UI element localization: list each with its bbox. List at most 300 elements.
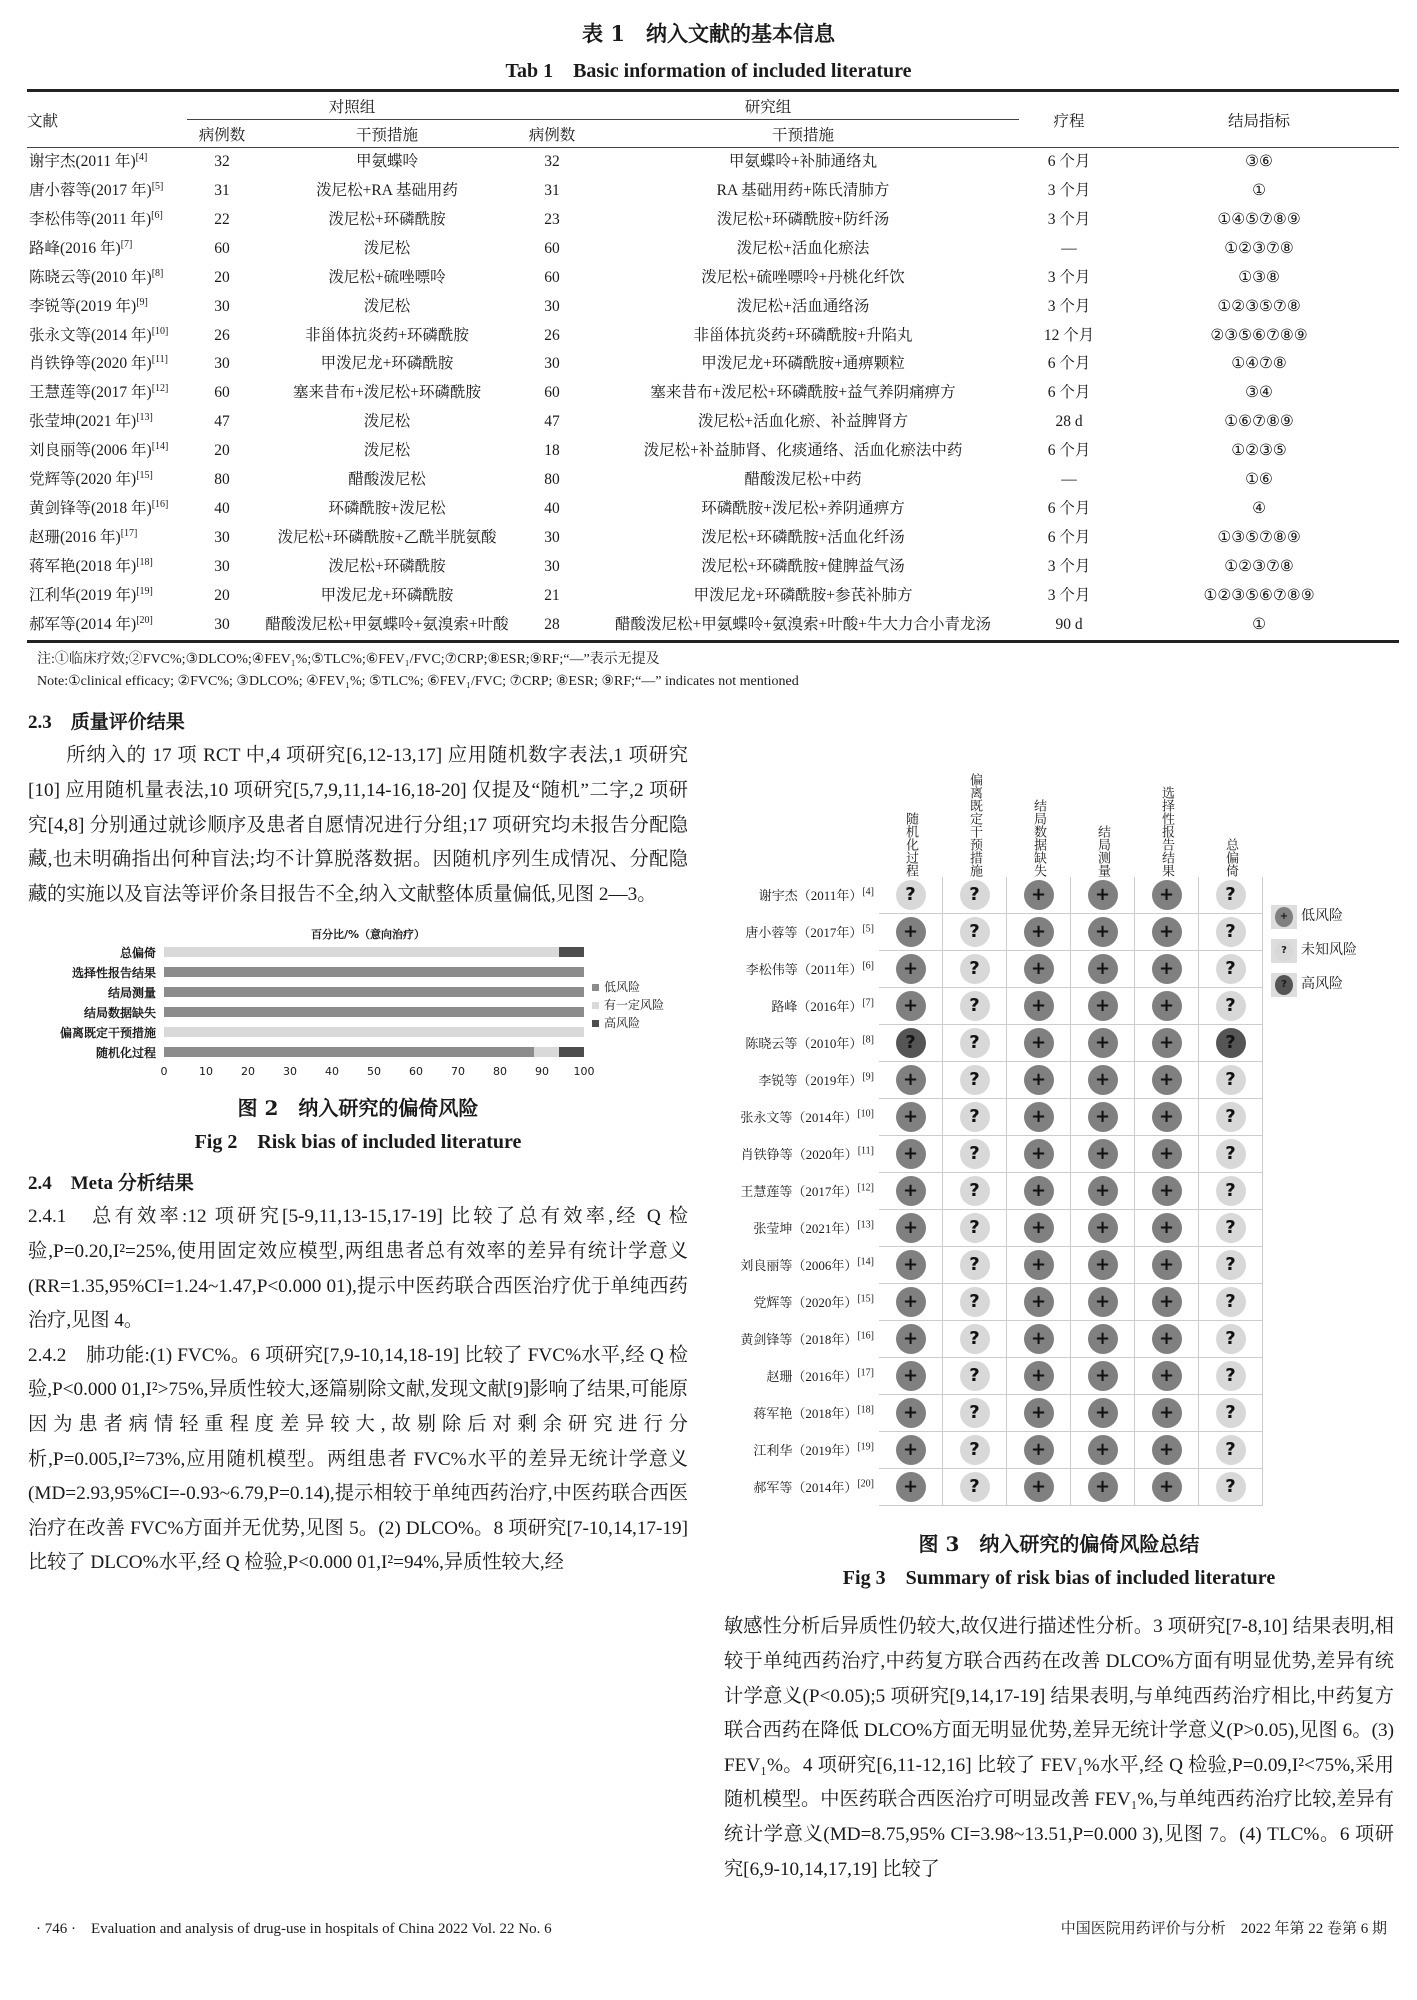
citation: [6]: [862, 961, 874, 973]
control-cases: 26: [214, 326, 230, 344]
low-risk-icon: +: [896, 1287, 926, 1317]
study-ref: [27, 379, 187, 408]
footer-right: 中国医院用药评价与分析 2022 年第 22 卷第 6 期: [1060, 1921, 1387, 1938]
unknown-risk-icon: ?: [960, 1139, 990, 1169]
risk-cell: [1071, 1321, 1135, 1358]
low-risk-icon: +: [1024, 1028, 1054, 1058]
low-risk-icon: +: [896, 1398, 926, 1428]
study-ref: [27, 293, 187, 322]
study-intervention: 泼尼松+硫唑嘌呤+丹桃化纤饮: [701, 268, 905, 286]
risk-row: [879, 951, 1263, 988]
study-intervention: 甲泼尼龙+环磷酰胺+通痹颗粒: [701, 355, 905, 373]
bar-track: [164, 1047, 584, 1057]
risk-cell: [1135, 1247, 1199, 1284]
low-risk-icon: +: [1152, 917, 1182, 947]
risk-cell: [943, 1284, 1007, 1321]
risk-cell: [1135, 1099, 1199, 1136]
citation: [15]: [136, 469, 153, 481]
study-name: 肖铁铮等(2020 年): [29, 355, 152, 373]
risk-cell: [943, 1136, 1007, 1173]
citation: [19]: [857, 1442, 874, 1454]
low-risk-icon: +: [1088, 1324, 1118, 1354]
low-risk-icon: +: [896, 1213, 926, 1243]
study-name: 肖铁铮等（2020年）: [740, 1147, 858, 1163]
course: 3 个月: [1047, 557, 1091, 575]
chart-row: [28, 1042, 588, 1062]
study-name: 李锐等(2019 年): [29, 297, 137, 315]
citation: [15]: [857, 1294, 874, 1306]
chart-title: 百分比/%（意向治疗）: [310, 928, 426, 942]
citation: [10]: [151, 325, 169, 337]
section-heading-2-4: 2.4 Meta 分析结果: [28, 1173, 194, 1195]
low-risk-icon: +: [1152, 1361, 1182, 1391]
unknown-risk-icon: ?: [960, 1213, 990, 1243]
control-intervention: 泼尼松: [363, 239, 411, 257]
study-ref: [27, 322, 187, 351]
table-row: [27, 611, 1399, 641]
study-ref: [27, 437, 187, 466]
study-name: 王慧莲等(2017 年): [29, 384, 152, 402]
control-cases: 80: [214, 471, 230, 489]
control-intervention: 泼尼松+硫唑嘌呤: [328, 268, 446, 286]
citation: [8]: [151, 267, 164, 279]
risk-cell: [943, 1395, 1007, 1432]
low-risk-icon: +: [1152, 1028, 1182, 1058]
study-name: 郝军等（2014年）: [753, 1480, 858, 1496]
x-tick-label: 20: [241, 1065, 255, 1079]
control-intervention: 非甾体抗炎药+环磷酰胺: [305, 326, 469, 344]
low-risk-icon: +: [1024, 1324, 1054, 1354]
figure-2-chart: [28, 926, 688, 1080]
control-cases: 22: [214, 210, 230, 228]
control-cases: 32: [214, 153, 230, 170]
study-intervention: 泼尼松+活血化瘀法: [736, 239, 870, 257]
study-name: 李松伟等（2011年）: [745, 962, 863, 978]
risk-cell: [1135, 1210, 1199, 1247]
study-label: [724, 1358, 874, 1395]
study-label: [724, 951, 874, 988]
bar-segment: [164, 1047, 534, 1057]
unknown-risk-icon: ?: [1216, 1213, 1246, 1243]
study-intervention: 泼尼松+环磷酰胺+健脾益气汤: [701, 557, 905, 575]
low-risk-icon: +: [896, 1324, 926, 1354]
unknown-risk-icon: ?: [896, 880, 926, 910]
table-caption-en: Tab 1 Basic information of included literature: [505, 60, 912, 82]
risk-cell: [1007, 1247, 1071, 1284]
course: 3 个月: [1047, 268, 1091, 286]
study-name: 江利华（2019年）: [753, 1443, 858, 1459]
legend-swatch: [1271, 939, 1297, 963]
low-risk-icon: +: [1024, 880, 1054, 910]
legend-label: 低风险: [604, 980, 641, 995]
risk-cell: [943, 1358, 1007, 1395]
low-risk-icon: +: [1088, 1287, 1118, 1317]
risk-cell: [1199, 1099, 1263, 1136]
unknown-risk-icon: ?: [960, 1065, 990, 1095]
unknown-risk-icon: ?: [1216, 1102, 1246, 1132]
risk-cell: [1199, 914, 1263, 951]
study-name: 黄剑锋等(2018 年): [29, 500, 152, 518]
legend-item: [592, 978, 664, 996]
study-cases: 80: [544, 471, 560, 489]
right-column: [724, 707, 1394, 1887]
section-2-4-text-3: 敏感性分析后异质性仍较大,故仅进行描述性分析。3 项研究[7-8,10] 结果表明,相较于单纯西药治疗,中药复方联合西药在改善 DLCO%方面有明显优势,差异有统计学意义(P<0.05);5 项研究[9,14,17-19] 结果表明,与单纯西药治疗相比,中药复方联合西药在降低 DLCO%方面无明显优势,差异无统计学意义(P>0.05),见图 6。(3) FEV₁%。4 项研究[6,11-12,16] 比较了 FEV₁%水平,经 Q 检验,P=0.09,I²<75%,采用随机模型。中医药联合西医治疗可明显改善 FEV₁%,与单纯西药治疗比较,差异有统计学意义(MD=8.75,95% CI=3.98~13.51,P=0.000 3),见图 7。(4) TLC%。6 项研究[6,9-10,14,17,19] 比较了: [724, 1616, 1394, 1880]
legend-item: [1271, 939, 1357, 973]
col-control-group: 对照组: [187, 91, 517, 120]
study-name: 张莹坤（2021年）: [753, 1221, 858, 1237]
table-row: [27, 148, 1399, 177]
study-name: 谢宇杰（2011年）: [758, 888, 863, 904]
unknown-risk-icon: ?: [1275, 941, 1293, 961]
col-study: 文献: [27, 91, 187, 148]
risk-cell: [1135, 1469, 1199, 1506]
low-risk-icon: +: [896, 917, 926, 947]
risk-cell: [1199, 1358, 1263, 1395]
study-cases: 60: [544, 268, 560, 286]
x-tick-label: 40: [325, 1065, 339, 1079]
study-label: [724, 1099, 874, 1136]
study-name: 党辉等(2020 年): [29, 471, 137, 489]
low-risk-icon: +: [1024, 1065, 1054, 1095]
study-ref: [27, 611, 187, 641]
table-basic-info: [27, 89, 1399, 643]
control-intervention: 泼尼松+环磷酰胺: [328, 557, 446, 575]
study-label: [724, 1025, 874, 1062]
study-cases: 47: [544, 413, 560, 431]
legend-swatch: [592, 1002, 599, 1009]
risk-row: [879, 1247, 1263, 1284]
risk-cell: [879, 914, 943, 951]
unknown-risk-icon: ?: [1216, 991, 1246, 1021]
risk-row: [879, 1099, 1263, 1136]
study-name: 李锐等（2019年）: [758, 1073, 863, 1089]
section-2-4-text-1: 2.4.1 总有效率:12 项研究[5-9,11,13-15,17-19] 比较了总有效率,经 Q 检验,P=0.20,I²=25%,使用固定效应模型,两组患者总有效率的差异有统计学意义(RR=1.35,95%CI=1.24~1.47,P<0.000 01),提示中医药联合西医治疗优于单纯西药治疗,见图 4。: [28, 1206, 688, 1332]
low-risk-icon: +: [1088, 991, 1118, 1021]
risk-cell: [943, 1099, 1007, 1136]
low-risk-icon: +: [1024, 1361, 1054, 1391]
legend-label: 未知风险: [1301, 943, 1357, 959]
low-risk-icon: +: [1024, 1176, 1054, 1206]
low-risk-icon: +: [1152, 991, 1182, 1021]
control-cases: 40: [214, 500, 230, 518]
course: 12 个月: [1043, 326, 1095, 344]
study-cases: 32: [544, 153, 560, 170]
unknown-risk-icon: ?: [1216, 1361, 1246, 1391]
risk-cell: [1199, 1062, 1263, 1099]
risk-cell: [879, 1469, 943, 1506]
col-course: 疗程: [1019, 91, 1119, 148]
outcome: ①④⑦⑧: [1231, 355, 1287, 373]
control-cases: 47: [214, 413, 230, 431]
low-risk-icon: +: [896, 1361, 926, 1391]
low-risk-icon: +: [1088, 880, 1118, 910]
low-risk-icon: +: [896, 1435, 926, 1465]
course: 3 个月: [1047, 210, 1091, 228]
legend-swatch: [592, 984, 599, 991]
risk-cell: [1199, 1136, 1263, 1173]
study-name: 谢宇杰(2011 年): [29, 153, 136, 170]
x-axis: [160, 1062, 595, 1080]
table-row: [27, 264, 1399, 293]
control-intervention: 甲氨蝶呤: [356, 153, 419, 170]
col-control-cases: 病例数: [187, 120, 257, 148]
control-cases: 30: [187, 611, 257, 641]
outcome: ①②③⑦⑧: [1224, 557, 1294, 575]
risk-cell: [943, 1469, 1007, 1506]
risk-cell: [879, 1432, 943, 1469]
risk-cell: [1071, 1284, 1135, 1321]
citation: [9]: [136, 296, 148, 308]
unknown-risk-icon: ?: [1216, 1472, 1246, 1502]
high-risk-icon: ?: [896, 1028, 926, 1058]
citation: [14]: [857, 1257, 874, 1269]
control-intervention: 泼尼松+环磷酰胺+乙酰半胱氨酸: [277, 528, 497, 546]
chart-row: [28, 1002, 588, 1022]
table-note-cn: 注:①临床疗效;②FVC%;③DLCO%;④FEV₁%;⑤TLC%;⑥FEV₁/FVC;⑦CRP;⑧ESR;⑨RF;“—”表示无提及: [37, 651, 660, 667]
legend-label: 有一定风险: [604, 998, 665, 1013]
risk-cell: [1199, 1284, 1263, 1321]
study-intervention: 甲泼尼龙+环磷酰胺+参芪补肺方: [693, 586, 913, 604]
control-intervention: 塞来昔布+泼尼松+环磷酰胺: [293, 384, 481, 402]
risk-cell: [1199, 1432, 1263, 1469]
study-label: [724, 914, 874, 951]
low-risk-icon: +: [1152, 1213, 1182, 1243]
outcome: ②③⑤⑥⑦⑧⑨: [1210, 326, 1308, 344]
study-ref: [27, 206, 187, 235]
risk-cell: [1071, 1025, 1135, 1062]
chart-plot-area: [28, 942, 595, 1080]
section-2-3-text: 所纳入的 17 项 RCT 中,4 项研究[6,12-13,17] 应用随机数字表法,1 项研究[10] 应用随机量表法,10 项研究[5,7,9,11,14-16,18-20] 仅提及“随机”二字,2 项研究[4,8] 分别通过就诊顺序及患者自愿情况进行分组;17 项研究均未报告分配隐藏,也未明确指出何种盲法;均不计算脱落数据。因随机序列生成情况、分配隐藏的实施以及盲法等评价条目报告不全,纳入文献整体质量偏低,见图 2—3。: [28, 745, 688, 905]
low-risk-icon: +: [1088, 1472, 1118, 1502]
outcome: ③④: [1245, 384, 1273, 402]
study-label: [724, 877, 874, 914]
risk-cell: [943, 1247, 1007, 1284]
low-risk-icon: +: [1088, 1065, 1118, 1095]
low-risk-icon: +: [1088, 1028, 1118, 1058]
citation: [10]: [857, 1109, 874, 1121]
low-risk-icon: +: [1152, 954, 1182, 984]
study-cases: 30: [544, 297, 560, 315]
risk-cell: [1007, 1099, 1071, 1136]
risk-cell: [879, 877, 943, 914]
control-cases: 20: [214, 268, 230, 286]
bar-track: [164, 947, 584, 957]
low-risk-icon: +: [1024, 1102, 1054, 1132]
study-intervention: 泼尼松+补益肺肾、化痰通络、活血化瘀法中药: [643, 442, 963, 460]
course: 90 d: [1019, 611, 1119, 641]
study-intervention: 甲氨蝶呤+补肺通络丸: [728, 153, 878, 170]
low-risk-icon: +: [1024, 1472, 1054, 1502]
control-cases: 30: [214, 528, 230, 546]
chart-row: [28, 962, 588, 982]
study-name: 张永文等(2014 年): [29, 326, 152, 344]
table-row: [27, 322, 1399, 351]
risk-cell: [1007, 1432, 1071, 1469]
citation: [17]: [857, 1368, 874, 1380]
course: —: [1061, 471, 1077, 489]
high-risk-icon: ?: [1216, 1028, 1246, 1058]
risk-cell: [943, 1321, 1007, 1358]
study-intervention: 泼尼松+环磷酰胺+防纤汤: [716, 210, 890, 228]
risk-cell: [1007, 1321, 1071, 1358]
risk-cell: [1007, 1358, 1071, 1395]
col-outcome: 结局指标: [1119, 91, 1399, 148]
chart-row: [28, 982, 588, 1002]
control-cases: 30: [214, 297, 230, 315]
control-intervention: 甲泼尼龙+环磷酰胺: [320, 355, 454, 373]
unknown-risk-icon: ?: [960, 1176, 990, 1206]
study-label: [724, 1469, 874, 1506]
unknown-risk-icon: ?: [960, 1435, 990, 1465]
bar-track: [164, 1027, 584, 1037]
study-name: 刘良丽等（2006年）: [740, 1258, 858, 1274]
legend-label: 高风险: [1301, 977, 1343, 993]
x-tick-label: 80: [493, 1065, 507, 1079]
table-row: [27, 235, 1399, 264]
low-risk-icon: +: [1152, 880, 1182, 910]
risk-cell: [879, 1210, 943, 1247]
outcome: ①: [1252, 181, 1266, 199]
low-risk-icon: +: [1024, 1287, 1054, 1317]
study-cases: 26: [544, 326, 560, 344]
citation: [8]: [862, 1035, 874, 1047]
course: 6 个月: [1047, 153, 1091, 170]
low-risk-icon: +: [1275, 907, 1293, 927]
unknown-risk-icon: ?: [1216, 1398, 1246, 1428]
risk-cell: [943, 1173, 1007, 1210]
citation: [12]: [857, 1183, 874, 1195]
unknown-risk-icon: ?: [960, 991, 990, 1021]
bar-segment: [164, 967, 584, 977]
left-column: [28, 707, 688, 1581]
risk-grid: [879, 877, 1263, 1506]
citation: [20]: [136, 614, 153, 626]
risk-cell: [1007, 1469, 1071, 1506]
category-label: 选择性报告结果: [71, 965, 156, 980]
bar-segment: [164, 1027, 584, 1037]
risk-cell: [1199, 877, 1263, 914]
study-name: 王慧莲等（2017年）: [740, 1184, 858, 1200]
risk-row: [879, 1136, 1263, 1173]
outcome: ①②③⑤: [1231, 442, 1287, 460]
figure-2-caption-en: Fig 2 Risk bias of included literature: [194, 1131, 522, 1154]
legend-label: 低风险: [1301, 909, 1343, 925]
low-risk-icon: +: [1024, 1250, 1054, 1280]
unknown-risk-icon: ?: [1216, 1435, 1246, 1465]
study-ref: [27, 582, 187, 611]
risk-cell: [943, 951, 1007, 988]
study-cases: 31: [544, 181, 560, 199]
low-risk-icon: +: [1088, 954, 1118, 984]
column-header: 结局数据缺失: [1032, 799, 1047, 878]
citation: [20]: [857, 1479, 874, 1491]
risk-cell: [1071, 1099, 1135, 1136]
study-name: 陈晓云等(2010 年): [29, 268, 152, 286]
unknown-risk-icon: ?: [1216, 954, 1246, 984]
control-cases: 30: [214, 557, 230, 575]
risk-cell: [1007, 914, 1071, 951]
risk-cell: [879, 1321, 943, 1358]
column-header: 随机化过程: [904, 812, 919, 878]
risk-row: [879, 914, 1263, 951]
course: 6 个月: [1047, 500, 1091, 518]
risk-cell: [1135, 1432, 1199, 1469]
x-tick-label: 100: [573, 1065, 595, 1079]
risk-cell: [1071, 914, 1135, 951]
citation: [4]: [862, 887, 874, 899]
bar-segment: [559, 947, 584, 957]
low-risk-icon: +: [896, 954, 926, 984]
low-risk-icon: +: [1024, 991, 1054, 1021]
study-intervention: 醋酸泼尼松+甲氨蝶呤+氨溴索+叶酸+牛大力合小青龙汤: [587, 611, 1019, 641]
low-risk-icon: +: [1088, 1213, 1118, 1243]
citation: [17]: [120, 527, 138, 539]
unknown-risk-icon: ?: [1216, 880, 1246, 910]
control-intervention: 泼尼松: [363, 297, 411, 315]
study-ref: [27, 177, 187, 206]
risk-cell: [1135, 988, 1199, 1025]
unknown-risk-icon: ?: [1216, 1324, 1246, 1354]
outcome: ④: [1252, 500, 1266, 518]
control-intervention: 泼尼松+环磷酰胺: [328, 210, 446, 228]
column-header: 偏离既定干预措施: [968, 773, 983, 878]
risk-cell: [1135, 1284, 1199, 1321]
risk-cell: [879, 1395, 943, 1432]
risk-cell: [879, 1358, 943, 1395]
risk-cell: [1071, 1395, 1135, 1432]
low-risk-icon: +: [896, 1139, 926, 1169]
outcome: ③⑥: [1245, 153, 1273, 170]
x-tick-label: 60: [409, 1065, 423, 1079]
risk-cell: [879, 1099, 943, 1136]
study-ref: [27, 553, 187, 582]
risk-cell: [879, 951, 943, 988]
chart-row: [28, 1022, 588, 1042]
unknown-risk-icon: ?: [960, 1287, 990, 1317]
category-label: 偏离既定干预措施: [59, 1025, 156, 1040]
study-label: [724, 988, 874, 1025]
low-risk-icon: +: [1088, 1435, 1118, 1465]
control-cases: 60: [214, 239, 230, 257]
risk-cell: [879, 988, 943, 1025]
study-name: 张永文等（2014年）: [740, 1110, 858, 1126]
unknown-risk-icon: ?: [960, 1472, 990, 1502]
low-risk-icon: +: [1152, 1250, 1182, 1280]
study-label: [724, 1284, 874, 1321]
study-intervention: 非甾体抗炎药+环磷酰胺+升陷丸: [693, 326, 913, 344]
study-ref: [27, 495, 187, 524]
control-intervention: 泼尼松: [363, 442, 411, 460]
risk-cell: [1135, 1062, 1199, 1099]
citation: [13]: [857, 1220, 874, 1232]
risk-cell: [1071, 1247, 1135, 1284]
low-risk-icon: +: [1024, 1139, 1054, 1169]
risk-cell: [1135, 1173, 1199, 1210]
unknown-risk-icon: ?: [960, 1028, 990, 1058]
low-risk-icon: +: [1024, 954, 1054, 984]
risk-cell: [1135, 1321, 1199, 1358]
risk-legend: [1263, 707, 1357, 1506]
citation: [16]: [857, 1331, 874, 1343]
study-ref: [27, 350, 187, 379]
risk-row: [879, 1358, 1263, 1395]
unknown-risk-icon: ?: [1216, 1287, 1246, 1317]
study-name: 郝军等(2014 年): [29, 615, 137, 633]
unknown-risk-icon: ?: [960, 917, 990, 947]
citation: [7]: [120, 238, 133, 250]
unknown-risk-icon: ?: [960, 1398, 990, 1428]
risk-cell: [1199, 1247, 1263, 1284]
